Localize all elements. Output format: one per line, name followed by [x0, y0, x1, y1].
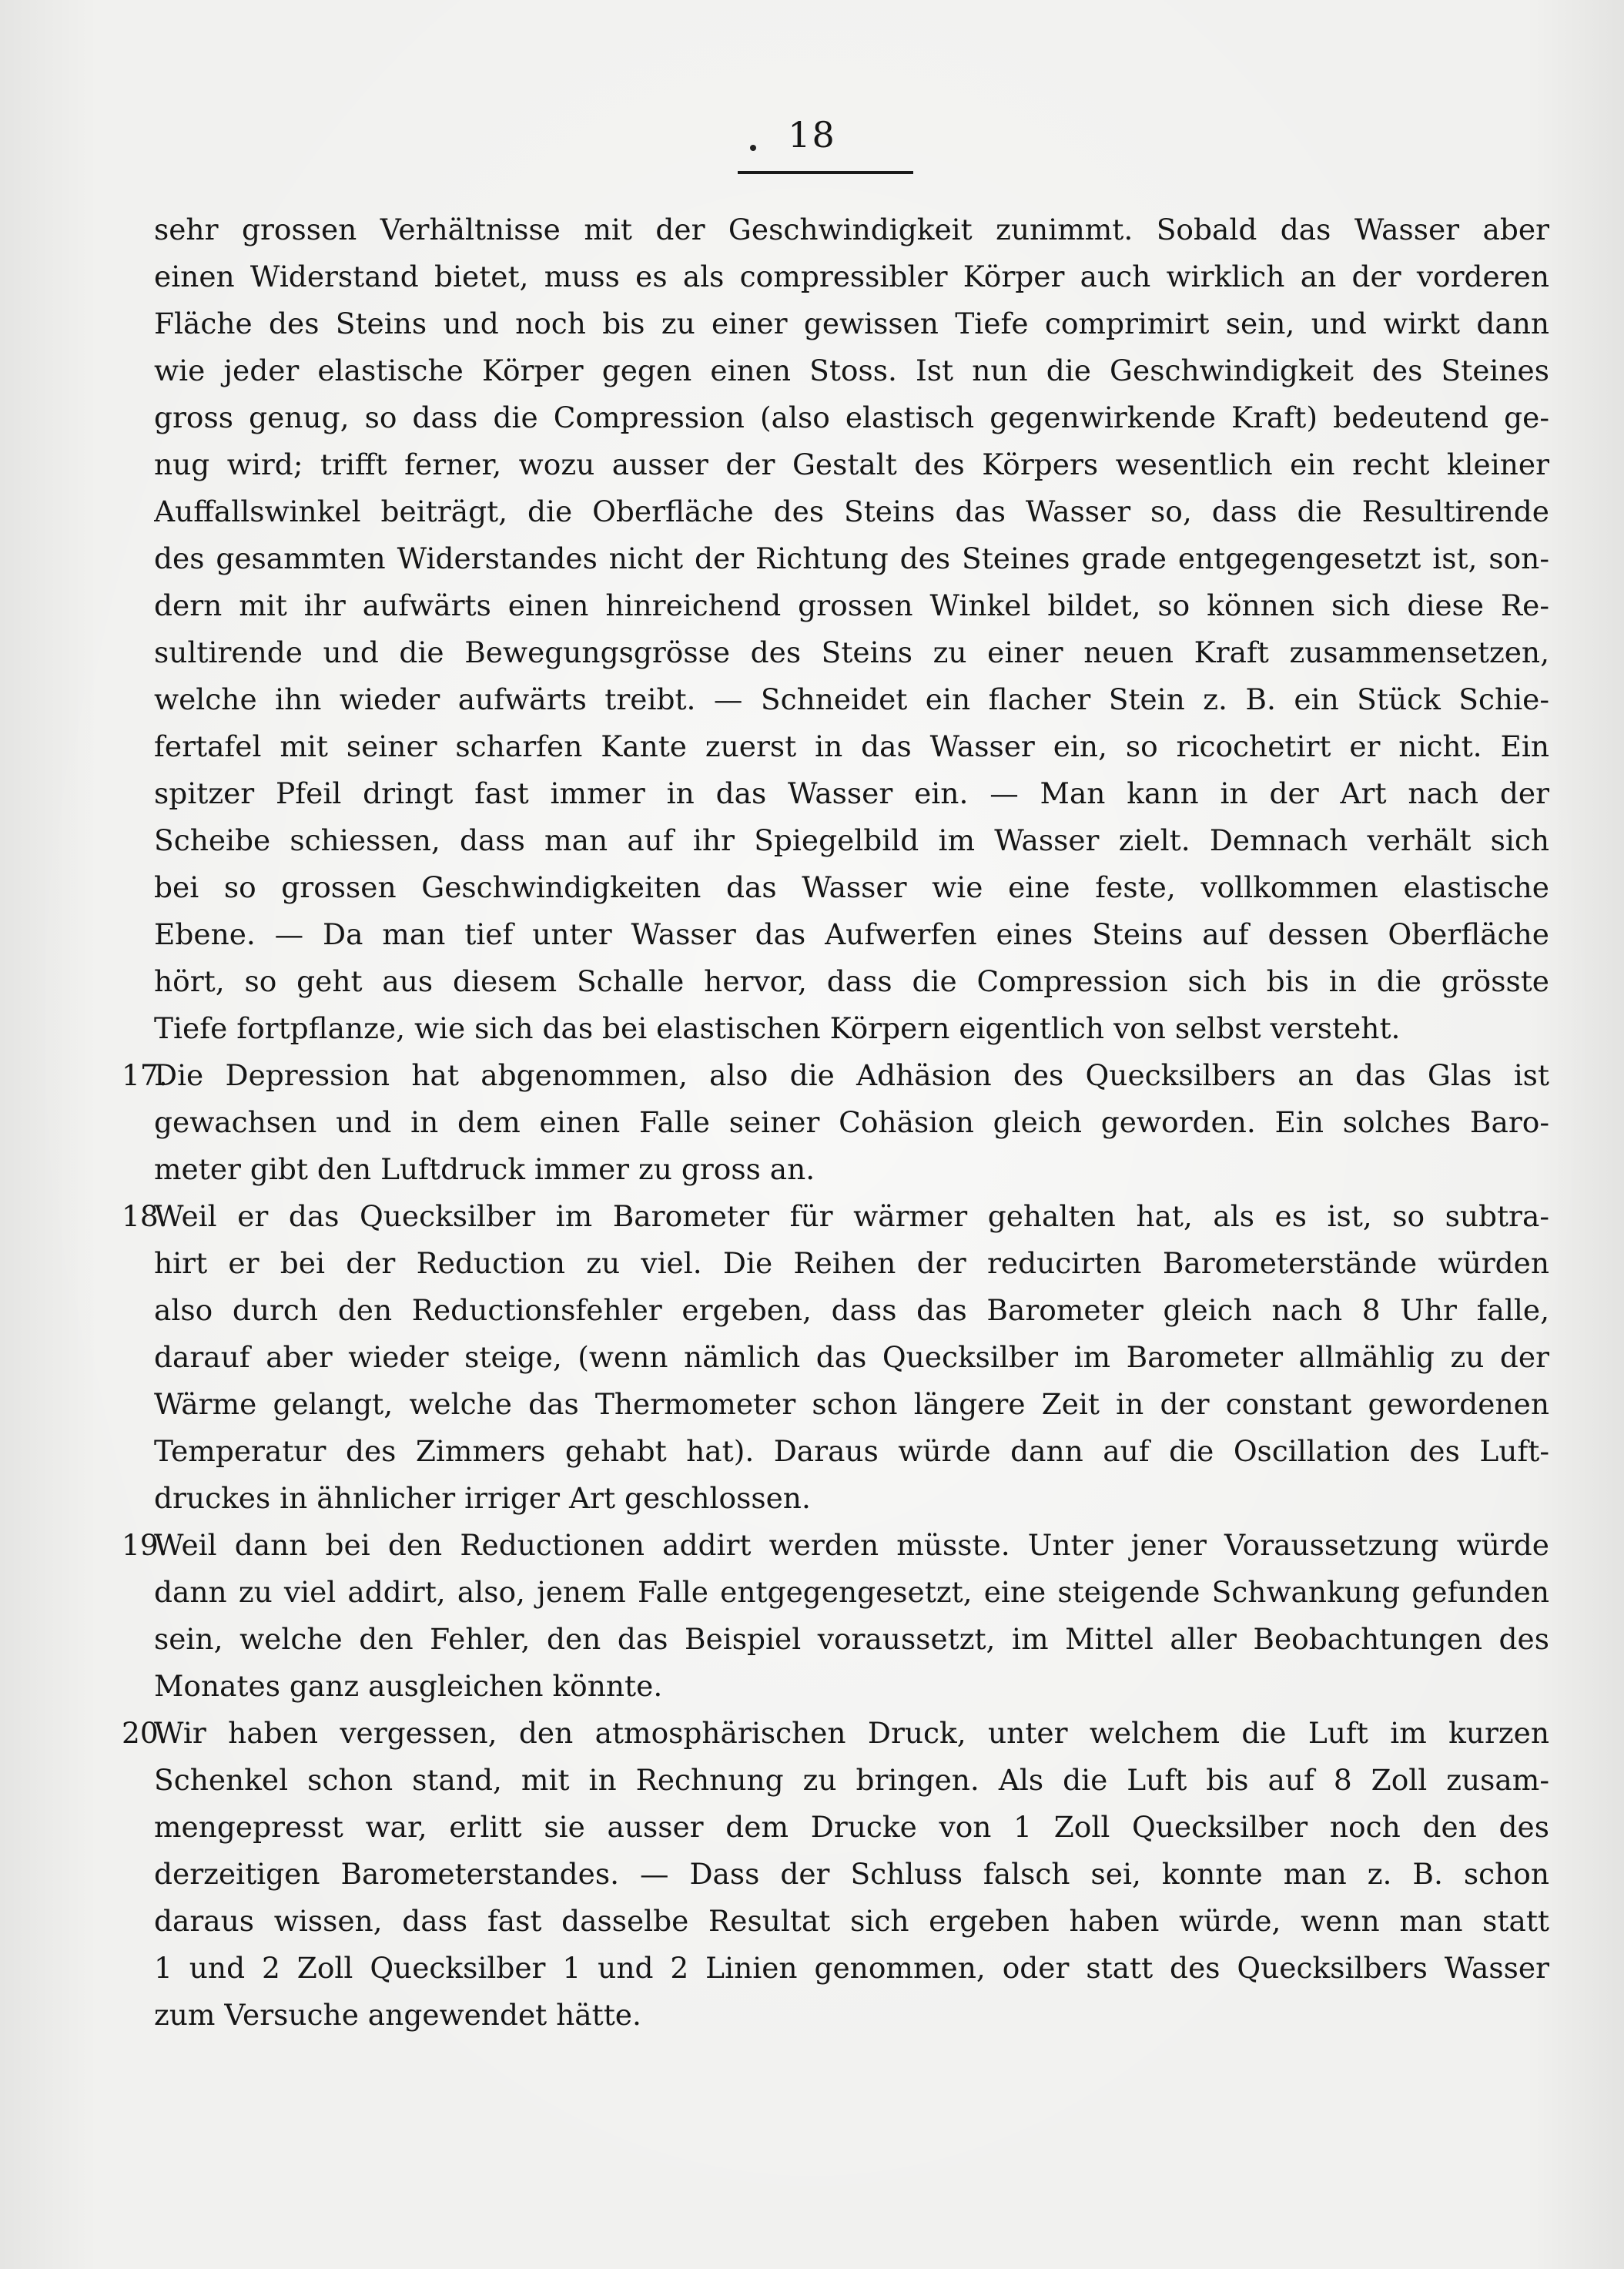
entry-number: 19. [122, 1528, 168, 1562]
text-line: gross genug, so dass die Compression (also elastisch gegenwirkende Kraft) bedeutend ge- [154, 401, 1549, 434]
text-line: Scheibe schiessen, dass man auf ihr Spiegelbild im Wasser zielt. Demnach verhält sich [154, 823, 1549, 857]
text-line: daraus wissen, dass fast dasselbe Resultat sich ergeben haben würde, wenn man statt [154, 1904, 1549, 1938]
entry-number: 18. [122, 1199, 168, 1233]
text-line: gewachsen und in dem einen Falle seiner Cohäsion gleich geworden. Ein solches Baro- [154, 1105, 1549, 1139]
text-line: fertafel mit seiner scharfen Kante zuerst in das Wasser ein, so ricochetirt er nicht. Ein [154, 729, 1549, 763]
answer-entry-19 [122, 1522, 1549, 1710]
page-number: 18 [788, 114, 836, 156]
intro-paragraph [154, 206, 1549, 1052]
text-line: spitzer Pfeil dringt fast immer in das Wasser ein. — Man kann in der Art nach der [154, 776, 1549, 810]
answer-entry-18 [122, 1193, 1549, 1522]
body-text [122, 206, 1549, 2039]
text-line: Schenkel schon stand, mit in Rechnung zu bringen. Als die Luft bis auf 8 Zoll zusam- [154, 1763, 1549, 1797]
text-line: Ebene. — Da man tief unter Wasser das Aufwerfen eines Steins auf dessen Oberfläche [154, 917, 1549, 951]
text-line: sultirende und die Bewegungsgrösse des Steins zu einer neuen Kraft zusammensetzen, [154, 635, 1549, 669]
text-line: Weil dann bei den Reductionen addirt werden müsste. Unter jener Voraussetzung würde [154, 1528, 1549, 1562]
text-line: 1 und 2 Zoll Quecksilber 1 und 2 Linien genommen, oder statt des Quecksilbers Wasser [154, 1951, 1549, 1985]
text-line: Wärme gelangt, welche das Thermometer schon längere Zeit in der constant gewordenen [154, 1387, 1549, 1421]
text-line: sein, welche den Fehler, den das Beispiel voraussetzt, im Mittel aller Beobachtungen des [154, 1622, 1549, 1656]
header-rule [738, 171, 913, 174]
text-line: dern mit ihr aufwärts einen hinreichend grossen Winkel bildet, so können sich diese Re- [154, 588, 1549, 622]
text-line: sehr grossen Verhältnisse mit der Geschwindigkeit zunimmt. Sobald das Wasser aber [154, 213, 1549, 246]
entry-number: 20. [122, 1716, 168, 1750]
text-line: hirt er bei der Reduction zu viel. Die Reihen der reducirten Barometerstände würden [154, 1246, 1549, 1280]
text-line: meter gibt den Luftdruck immer zu gross an. [154, 1152, 815, 1186]
text-line: mengepresst war, erlitt sie ausser dem Drucke von 1 Zoll Quecksilber noch den des [154, 1810, 1549, 1844]
text-line: dann zu viel addirt, also, jenem Falle entgegengesetzt, eine steigende Schwankung gefunden [154, 1575, 1549, 1609]
text-line: zum Versuche angewendet hätte. [154, 1998, 641, 2032]
text-line: wie jeder elastische Körper gegen einen Stoss. Ist nun die Geschwindigkeit des Steines [154, 354, 1549, 387]
answer-entry-17 [122, 1052, 1549, 1193]
text-line: Die Depression hat abgenommen, also die Adhäsion des Quecksilbers an das Glas ist [154, 1058, 1549, 1092]
text-line: darauf aber wieder steige, (wenn nämlich das Quecksilber im Barometer allmählig zu der [154, 1340, 1549, 1374]
text-line: einen Widerstand bietet, muss es als compressibler Körper auch wirklich an der vorderen [154, 260, 1549, 293]
entry-number: 17. [122, 1058, 168, 1092]
text-line: also durch den Reductionsfehler ergeben, dass das Barometer gleich nach 8 Uhr falle, [154, 1293, 1549, 1327]
text-line: druckes in ähnlicher irriger Art geschlossen. [154, 1481, 811, 1515]
text-line: Weil er das Quecksilber im Barometer für wärmer gehalten hat, als es ist, so subtra- [154, 1199, 1549, 1233]
answer-entry-20 [122, 1710, 1549, 2039]
header-dot [750, 145, 756, 151]
text-line: hört, so geht aus diesem Schalle hervor, dass die Compression sich bis in die grösste [154, 964, 1549, 998]
text-line: Tiefe fortpflanze, wie sich das bei elastischen Körpern eigentlich von selbst versteht. [154, 1011, 1401, 1045]
text-line: Wir haben vergessen, den atmosphärischen Druck, unter welchem die Luft im kurzen [154, 1716, 1549, 1750]
text-line: Monates ganz ausgleichen könnte. [154, 1669, 663, 1703]
text-line: derzeitigen Barometerstandes. — Dass der Schluss falsch sei, konnte man z. B. schon [154, 1857, 1549, 1891]
text-line: Fläche des Steins und noch bis zu einer gewissen Tiefe comprimirt sein, und wirkt dann [154, 307, 1549, 340]
text-line: Auffallswinkel beiträgt, die Oberfläche des Steins das Wasser so, dass die Resultirende [154, 494, 1549, 528]
text-line: nug wird; trifft ferner, wozu ausser der Gestalt des Körpers wesentlich ein recht kleiner [154, 447, 1549, 481]
text-line: Temperatur des Zimmers gehabt hat). Daraus würde dann auf die Oscillation des Luft- [154, 1434, 1549, 1468]
text-line: welche ihn wieder aufwärts treibt. — Schneidet ein flacher Stein z. B. ein Stück Schie- [154, 682, 1549, 716]
text-line: bei so grossen Geschwindigkeiten das Wasser wie eine feste, vollkommen elastische [154, 870, 1549, 904]
text-line: des gesammten Widerstandes nicht der Richtung des Steines grade entgegengesetzt ist, son- [154, 541, 1549, 575]
